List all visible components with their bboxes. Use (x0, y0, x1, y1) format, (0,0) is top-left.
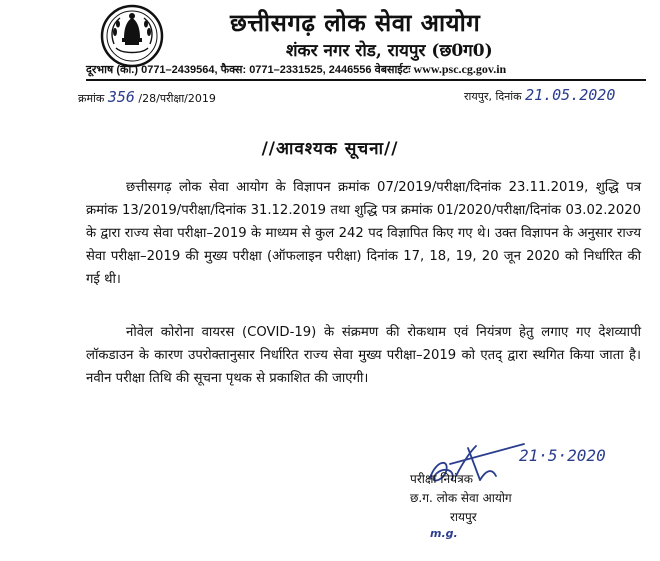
signature-handwritten-date: 21·5·2020 (519, 446, 606, 465)
notice-paragraph-1: छत्तीसगढ़ लोक सेवा आयोग के विज्ञापन क्रमांक 07/2019/परीक्षा/दिनांक 23.11.2019, शुद्धि पत्र क्रमांक 13/2019/परीक्षा/दिनांक 31.12.2019 तथा शुद्धि पत्र क्रमांक 01/2020/परीक्षा/दिनांक 03.02.2020 के द्वारा राज्य सेवा परीक्षा–2019 के माध्यम से कुल 242 पद विज्ञापित किए गए थे। उक्त विज्ञापन के अनुसार राज्य सेवा परीक्षा–2019 की मुख्य परीक्षा (ऑफलाइन परीक्षा) दिनांक 17, 18, 19, 20 जून 2020 को निर्धारित की गई थी। (86, 180, 641, 287)
contact-line (86, 62, 646, 77)
reference-handwritten-number: 356 (107, 88, 135, 106)
date-prefix: रायपुर, दिनांक (464, 90, 522, 103)
phone-value: 0771–2439564, (141, 64, 218, 76)
header-divider (86, 79, 646, 81)
reference-prefix: क्रमांक (78, 92, 105, 105)
reference-suffix: /28/परीक्षा/2019 (138, 92, 216, 105)
phone-label: दूरभाष (का.) (86, 64, 139, 76)
notice-paragraph-2: नोवेल कोरोना वायरस (COVID-19) के संक्रमण की रोकथाम एवं नियंत्रण हेतु लगाए गए देशव्यापी लॉकडाउन के कारण उपरोक्तानुसार निर्धारित राज्य सेवा मुख्य परीक्षा–2019 को एतद् द्वारा स्थगित किया जाता है। नवीन परीक्षा तिथि की सूचना पृथक से प्रकाशित की जाएगी। (86, 325, 641, 386)
signature-block (410, 470, 590, 527)
signatory-organization: छ.ग. लोक सेवा आयोग (410, 491, 512, 505)
fax-label: फैक्स: (220, 64, 247, 76)
handwritten-mark: m.g. (430, 527, 458, 540)
state-emblem-logo (100, 4, 164, 68)
website-label: वेबसाईटः (374, 64, 411, 76)
reference-number (78, 88, 216, 106)
date-handwritten: 21.05.2020 (525, 86, 616, 104)
issue-date (464, 86, 615, 104)
organization-address: शंकर नगर रोड, रायपुर (छ0ग0) (286, 41, 493, 61)
notice-heading: //आवश्यक सूचना// (261, 139, 399, 159)
signatory-designation: परीक्षा नियंत्रक (410, 472, 473, 486)
signatory-city: रायपुर (450, 510, 477, 524)
website-link[interactable]: www.psc.cg.gov.in (413, 62, 507, 76)
fax-value: 0771–2331525, 2446556 (249, 64, 372, 76)
organization-title: छत्तीसगढ़ लोक सेवा आयोग (230, 8, 481, 37)
